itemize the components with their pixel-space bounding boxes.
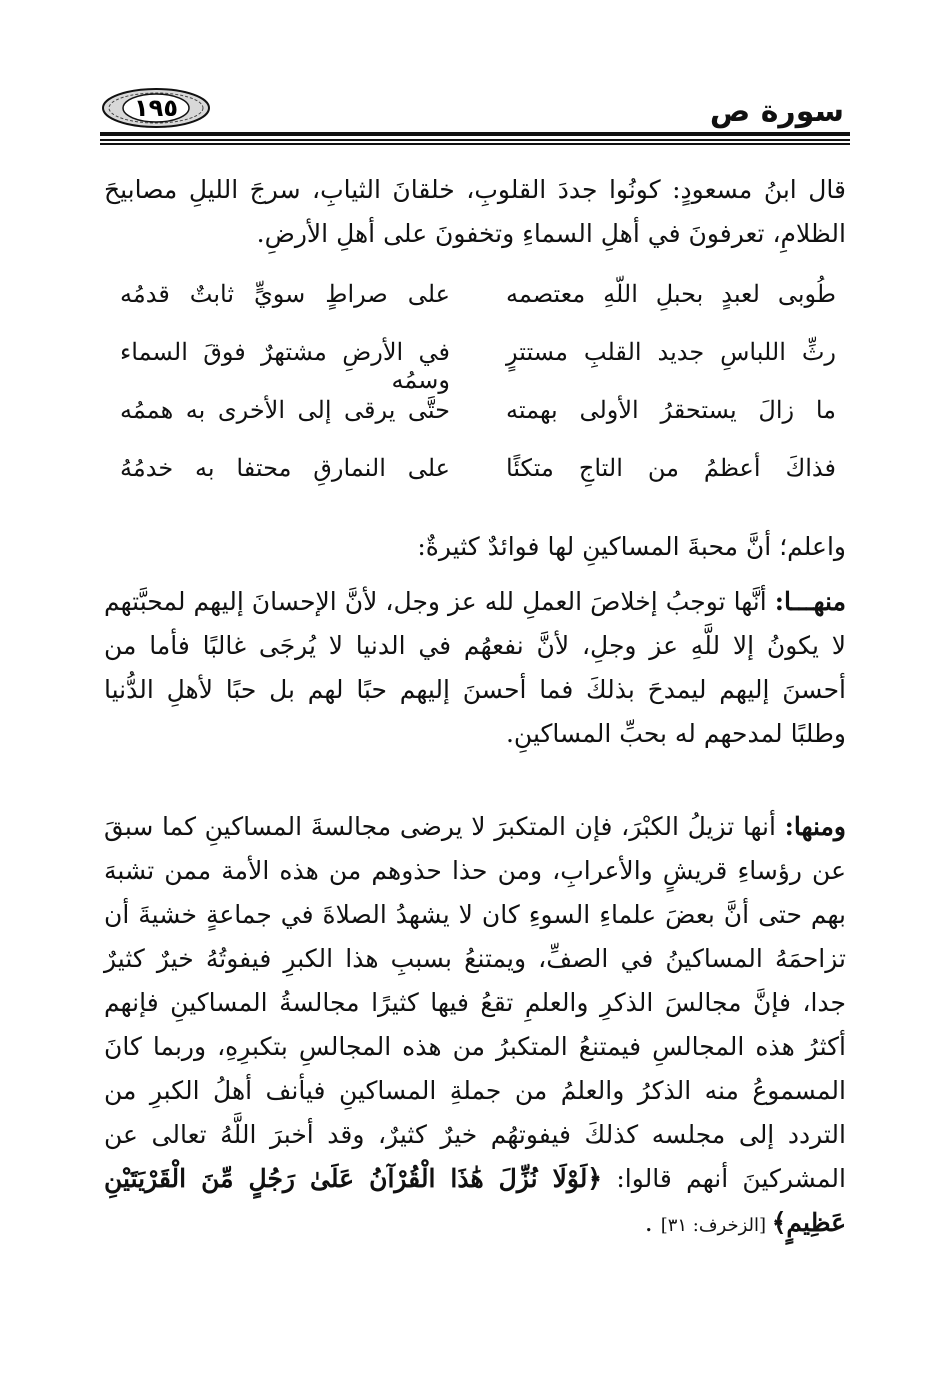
poem-verse <box>120 338 836 396</box>
verse-second-hemistich: في الأرضِ مشتهرٌ فوقَ السماء وسمُه <box>120 338 450 394</box>
poem-verse <box>120 280 836 338</box>
quran-reference: [الزخرف: ٣١] <box>660 1215 772 1236</box>
header-rule-thin <box>100 139 850 141</box>
verse-second-hemistich: حتَّى يرقى إلى الأخرى به هممُه <box>120 396 450 424</box>
paragraph-lead-word: ومنها: <box>784 812 846 841</box>
surah-title: سورة ص <box>709 94 844 129</box>
page-number-badge <box>102 88 210 128</box>
verse-first-hemistich: فذاكَ أعظمُ من التاجِ متكئًا <box>506 454 836 482</box>
verse-first-hemistich: طُوبى لعبدٍ بحبلِ اللّهِ معتصمه <box>506 280 836 308</box>
verse-first-hemistich: رثِّ اللباسِ جديد القلبِ مستترٍ <box>506 338 836 366</box>
page-number: ١٩٥ <box>134 94 178 122</box>
verse-first-hemistich: ما زالَ يستحقرُ الأولى بهمته <box>506 396 836 424</box>
paragraph-lead-word: منهـــا: <box>774 587 846 616</box>
header-rule-thin <box>100 143 850 145</box>
paragraph-text: أنها تزيلُ الكبْرَ، فإن المتكبرَ لا يرضى مجالسةَ المساكينِ كما سبقَ عن رؤساءِ قريشٍ والأعرابِ، ومن حذا حذوهم من هذه الأمة ممن تشبهَ بهم حتى أنَّ بعضَ علماءِ السوءِ كان لا يشهدُ الصلاةَ في جماعةٍ خشيةَ أن تزاحمَهُ المساكينُ في الصفِّ، ويمتنعُ بسببِ هذا الكبرِ فيفوتُهُ خيرٌ كثيرٌ جدا، فإنَّ مجالسَ الذكرِ والعلمِ تقعُ فيها كثيرًا مجالسةُ المساكينِ فإنهم أكثرُ هذه المجالسِ فيمتنعُ المتكبرُ من هذه المجالسِ بتكبرِهِ، وربما كانَ المسموعُ منه الذكرُ والعلمُ من جملةِ المساكينِ فيأنف أهلُ الكبرِ من التردد إلى مجلسه كذلكَ فيفوتهُم خيرٌ كثيرٌ، وقد أخبرَ اللَّهُ تعالى عن المشركينَ أنهم قالوا: <box>104 812 846 1193</box>
header-rule-thick <box>100 132 850 136</box>
page-header <box>100 80 850 150</box>
paragraph-text: أنَّها توجبُ إخلاصَ العملِ لله عز وجل، لأنَّ الإحسانَ إليهم لمحبَّتهم لا يكونُ إلا للَّهِ عز وجلِ، لأنَّ نفعهُم في الدنيا لا يُرجَى غالبًا فأما من أحسنَ إليهم ليمدحَ بذلكَ فما أحسنَ إليهم حبًا لهم بل حبًا لأهلِ الدُّنيا وطلبًا لمدحهم له بحبِّ المساكينِ. <box>104 587 846 748</box>
paragraph-end: . <box>644 1208 661 1237</box>
poem-verse <box>120 454 836 512</box>
verse-second-hemistich: على صراطٍ سويٍّ ثابتٌ قدمُه <box>120 280 450 308</box>
poem-verse <box>120 396 836 454</box>
quran-quote: ﴿لَوْلَا نُزِّلَ هَٰذَا الْقُرْآنُ عَلَىٰ رَجُلٍ مِّنَ الْقَرْيَتَيْنِ عَظِيمٍ﴾ <box>104 1164 846 1237</box>
verse-second-hemistich: على النمارقِ محتفا به خدمُهُ <box>120 454 450 482</box>
paragraph-benefit-humility <box>104 805 846 1248</box>
paragraph-benefit-sincerity <box>104 580 846 756</box>
paragraph-benefits-intro: واعلم؛ أنَّ محبةَ المساكينِ لها فوائدٌ كثيرةٌ: <box>417 532 846 561</box>
paragraph-ibn-masud: قال ابنُ مسعودٍ: كونُوا جددَ القلوبِ، خلقانَ الثيابِ، سرجَ الليلِ مصابيحَ الظلامِ، تعرفونَ في أهلِ السماءِ وتخفونَ على أهلِ الأرضِ. <box>104 175 846 248</box>
poem <box>120 280 836 512</box>
